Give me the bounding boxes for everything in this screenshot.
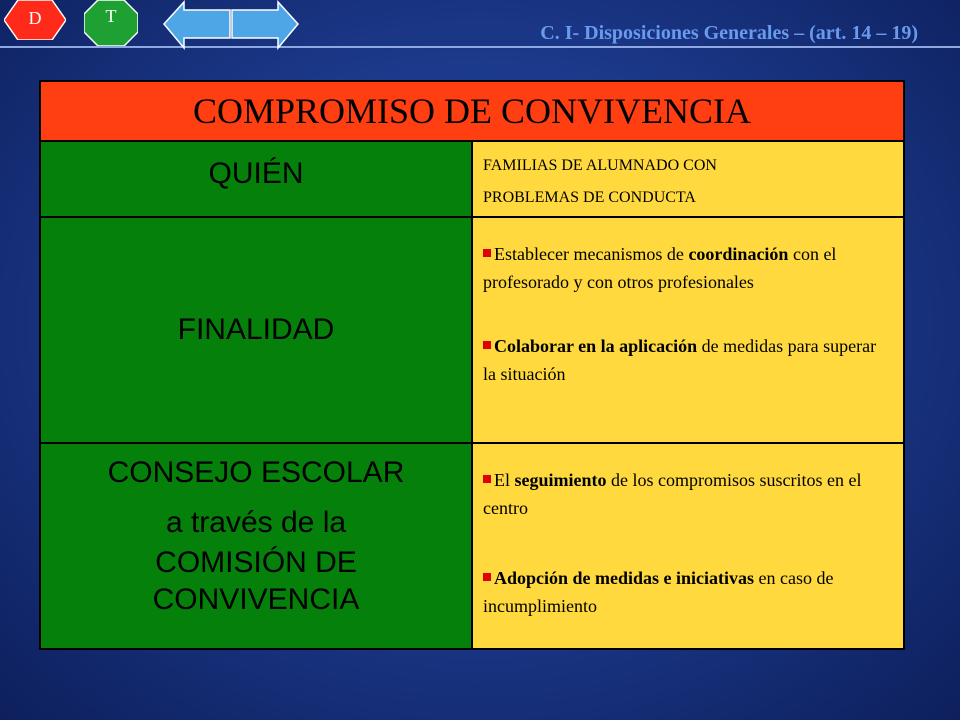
row-value-quien <box>473 142 903 216</box>
consejo-label-line: CONVIVENCIA <box>152 583 360 616</box>
row-label-consejo <box>41 444 473 648</box>
nav-d-button[interactable] <box>4 0 66 40</box>
list-item <box>483 466 889 522</box>
nav-t-label: T <box>105 6 117 26</box>
consejo-label-line: CONSEJO ESCOLAR <box>107 456 405 489</box>
consejo-label-line: COMISIÓN DE <box>155 546 357 579</box>
item-bold-text: seguimiento <box>514 470 607 490</box>
list-item <box>483 564 889 620</box>
list-item <box>483 332 889 388</box>
previous-slide-button[interactable] <box>162 0 234 50</box>
section-title: C. I- Disposiciones Generales – (art. 14 – 19) <box>540 22 918 44</box>
item-text: con el profesorado y con otros profesionales <box>483 244 837 292</box>
item-text: Establecer mecanismos de <box>494 244 689 264</box>
commitment-table <box>39 80 905 650</box>
nav-t-button[interactable] <box>84 0 138 46</box>
bullet-icon <box>483 475 491 483</box>
row-value-consejo <box>473 444 903 648</box>
row-label-finalidad: FINALIDAD <box>41 218 473 442</box>
bullet-icon <box>483 341 491 349</box>
item-bold-text: coordinación <box>688 244 789 264</box>
item-text: en caso de incumplimiento <box>483 568 834 616</box>
item-bold-text: Colaborar en la aplicación <box>494 336 698 356</box>
row-label-quien: QUIÉN <box>41 142 473 216</box>
item-text: de medidas para superar la situación <box>483 336 877 384</box>
row-value-finalidad <box>473 218 903 442</box>
list-item <box>483 240 889 296</box>
header-rule <box>0 46 960 48</box>
next-slide-button[interactable] <box>228 0 300 50</box>
arrow-right-icon <box>228 0 300 50</box>
quien-value-line: FAMILIAS DE ALUMNADO CON <box>483 157 717 174</box>
item-text: de los compromisos suscritos en el centro <box>483 470 862 518</box>
table-title: COMPROMISO DE CONVIVENCIA <box>41 82 903 142</box>
consejo-label-line: a través de la <box>165 506 347 539</box>
item-text: El <box>494 470 515 490</box>
arrow-left-icon <box>162 0 234 50</box>
bullet-icon <box>483 573 491 581</box>
nav-d-label: D <box>28 8 42 28</box>
quien-value-line: PROBLEMAS DE CONDUCTA <box>483 189 696 206</box>
bullet-icon <box>483 249 491 257</box>
item-bold-text: Adopción de medidas e iniciativas <box>494 568 755 588</box>
